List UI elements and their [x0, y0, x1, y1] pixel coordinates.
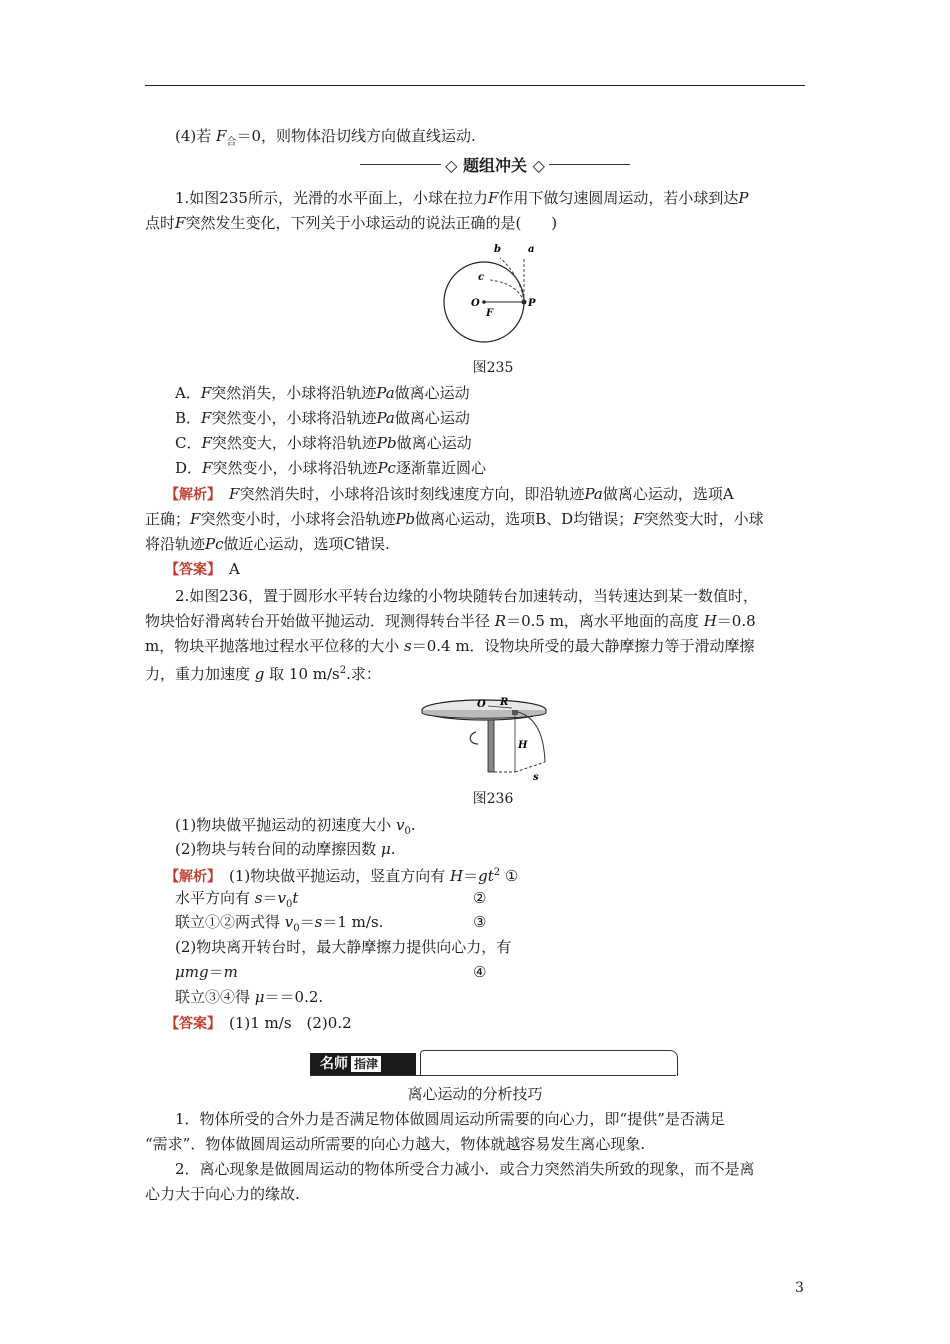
option-c: C．F突然变大，小球将沿轨迹Pb做离心运动	[175, 434, 472, 452]
figure-235-caption: 图235	[472, 360, 514, 376]
q1-analysis-line-2: 正确；F突然变小时，小球将会沿轨迹Pb做离心运动，选项B、D均错误；F突然变大时，小球	[145, 510, 764, 528]
rotation-arrow	[470, 732, 478, 744]
figure-236	[420, 690, 555, 782]
label-b: b	[494, 244, 501, 255]
q2-analysis-5: μmg＝m	[175, 963, 238, 981]
block	[512, 710, 518, 715]
eq-num-2: ②	[473, 889, 487, 907]
trajectory	[518, 712, 545, 762]
q2-analysis-3: 联立①②两式得 $v_0=s=1$ m/s.	[175, 913, 384, 934]
q1-answer: 【答案】 A	[165, 560, 240, 578]
q2-stem-line-2: 物块恰好滑离转台开始做平抛运动．现测得转台半径 R＝0.5 m，离水平地面的高度 H＝0.8	[145, 612, 756, 630]
page-number: 3	[795, 1280, 804, 1296]
section-dash-right	[549, 164, 630, 165]
q2-analysis-2: 水平方向有 $s=v_0t$	[175, 889, 299, 910]
tips-p2-line-1: 2．离心现象是做圆周运动的物体所受合力减小．或合力突然消失所致的现象，而不是离	[175, 1160, 755, 1178]
tips-banner	[310, 1050, 676, 1076]
q2-stem-line-1: 2.如图236，置于圆形水平转台边缘的小物块随转台加速转动，当转速达到某一数值时，	[175, 587, 758, 605]
tips-badge: 指津	[351, 1056, 381, 1072]
option-b: B．F突然变小，小球将沿轨迹Pa做离心运动	[175, 409, 470, 427]
label-F: F	[486, 308, 494, 319]
label-c: c	[478, 272, 485, 283]
tips-p2-line-2: 心力大于向心力的缘故.	[145, 1185, 300, 1203]
section-dash-left	[360, 164, 441, 165]
option-a: A．F突然消失，小球将沿轨迹Pa做离心运动	[175, 384, 470, 402]
q2-stem-line-3: m，物块平抛落地过程水平位移的大小 s＝0.4 m．设物块所受的最大静摩擦力等于滑动摩擦	[145, 637, 755, 655]
q2-analysis-1: 【解析】 (1)物块做平抛运动，竖直方向有 $H=gt^2$ ①	[165, 867, 519, 885]
tips-frame	[420, 1050, 678, 1076]
option-d: D．F突然变小，小球将沿轨迹Pc逐渐靠近圆心	[175, 459, 486, 477]
tips-underline	[310, 1075, 676, 1076]
eq-num-4: ④	[473, 963, 487, 981]
q2-analysis-6: 联立③④得 μ＝＝0.2.	[175, 988, 324, 1006]
tips-p1-line-2: “需求”．物体做圆周运动所需要的向心力越大，物体就越容易发生离心现象.	[145, 1135, 646, 1153]
q2-sub-2: (2)物块与转台间的动摩擦因数 μ.	[175, 840, 396, 858]
label-O: O	[471, 298, 480, 309]
point-4: (4)若 $F_合=0$，则物体沿切线方向做直线运动.	[175, 127, 476, 148]
center-dot	[482, 300, 486, 304]
section-title: ◇ 题组冲关 ◇	[445, 155, 545, 175]
figure-235	[440, 238, 560, 348]
q2-stem-line-4: 力，重力加速度 g 取 10 $m/s^2$.求：	[145, 665, 381, 683]
spindle	[488, 720, 494, 772]
label-P: P	[528, 298, 536, 309]
q1-analysis-line-3: 将沿轨迹Pc做近心运动，选项C错误.	[145, 535, 390, 553]
q1-stem-line-1: 1.如图235所示，光滑的水平面上，小球在拉力F作用下做匀速圆周运动，若小球到达P	[175, 189, 749, 207]
q1-stem-line-2: 点时F突然发生变化，下列关于小球运动的说法正确的是( )	[145, 214, 558, 232]
section-heading	[360, 152, 630, 176]
q2-sub-1: (1)物块做平抛运动的初速度大小 $v_0$.	[175, 816, 416, 837]
eq-num-3: ③	[473, 913, 487, 931]
q1-analysis-line-1: 【解析】 F突然消失时，小球将沿该时刻线速度方向，即沿轨迹Pa做离心运动，选项A	[165, 485, 734, 503]
tips-label: 名师 指津	[310, 1053, 416, 1075]
label-H: H	[518, 740, 528, 751]
q2-answer: 【答案】 (1)1 m/s (2)0.2	[165, 1014, 352, 1032]
label-O2: O	[477, 699, 486, 710]
tips-title: 离心运动的分析技巧	[407, 1085, 543, 1103]
label-R: R	[500, 697, 509, 708]
q2-analysis-4: (2)物块离开转台时，最大静摩擦力提供向心力，有	[175, 938, 512, 956]
label-s: s	[533, 772, 539, 782]
label-a: a	[528, 244, 535, 255]
tips-p1-line-1: 1．物体所受的合外力是否满足物体做圆周运动所需要的向心力，即“提供”是否满足	[175, 1110, 725, 1128]
ground-line	[515, 762, 545, 772]
header-rule	[145, 85, 805, 86]
figure-236-caption: 图236	[472, 791, 514, 807]
